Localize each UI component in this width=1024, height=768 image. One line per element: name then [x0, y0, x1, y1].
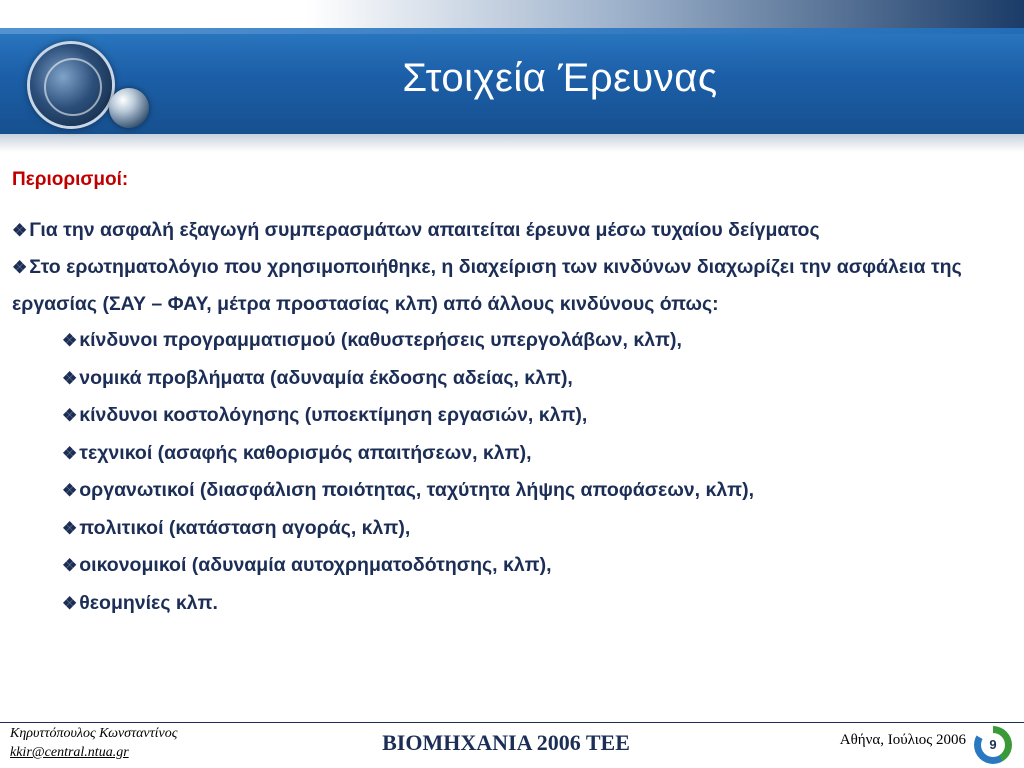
diamond-bullet-icon: ❖	[62, 331, 78, 350]
diamond-bullet-icon: ❖	[62, 443, 78, 463]
globe-orb-icon	[109, 88, 149, 128]
conference-name: ΒΙΟΜΗΧΑΝΙΑ 2006 ΤΕΕ	[382, 730, 630, 755]
sub-item-text: οικονομικοί (αδυναμία αυτοχρηματοδότησης, κλπ),	[79, 554, 552, 576]
diamond-bullet-icon: ❖	[62, 368, 78, 388]
section-heading: Περιορισμοί:	[12, 169, 129, 190]
header-shadow	[0, 134, 1024, 152]
sub-item	[12, 472, 1012, 510]
footer-author-block	[10, 724, 177, 762]
author-name: Κηρυττόπουλος Κωνσταντίνος	[10, 726, 178, 741]
sub-item-text: πολιτικοί (κατάσταση αγοράς, κλπ),	[79, 516, 411, 539]
diamond-bullet-icon: ❖	[62, 406, 78, 425]
sub-item	[12, 547, 1012, 585]
page-number: 9	[981, 733, 1005, 757]
seal-ring	[44, 58, 102, 116]
slide-title: Στοιχεία Έρευνας	[402, 56, 718, 100]
diamond-bullet-icon: ❖	[12, 258, 28, 277]
slide-body	[12, 158, 1012, 622]
sub-item-text: οργανωτικοί (διασφάλιση ποιότητας, ταχύτητα λήψης αποφάσεων, κλπ),	[79, 479, 755, 501]
sub-item	[12, 510, 1012, 548]
sub-item	[12, 360, 1012, 398]
footer-divider	[0, 722, 1024, 723]
sub-item	[12, 585, 1012, 623]
diamond-bullet-icon: ❖	[62, 593, 78, 613]
sub-item-text: τεχνικοί (ασαφής καθορισμός απαιτήσεων, κλπ),	[79, 441, 532, 464]
header-shine	[0, 28, 1024, 34]
sub-item	[12, 435, 1012, 473]
sub-item	[12, 322, 1012, 360]
paragraph-text: Για την ασφαλή εξαγωγή συμπερασμάτων απαιτείται έρευνα μέσω τυχαίου δείγματος	[29, 219, 820, 241]
sub-item-text: κίνδυνοι προγραμματισμού (καθυστερήσεις υπεργολάβων, κλπ),	[79, 329, 682, 351]
top-gradient-bar	[0, 0, 1024, 28]
sub-item-text: νομικά προβλήματα (αδυναμία έκδοσης αδείας, κλπ),	[79, 366, 573, 389]
university-seal-logo	[30, 44, 112, 126]
sub-item-text: θεομηνίες κλπ.	[79, 591, 218, 614]
paragraph-1	[12, 212, 1012, 249]
diamond-bullet-icon: ❖	[62, 556, 78, 575]
diamond-bullet-icon: ❖	[12, 221, 28, 240]
sub-item-text: κίνδυνοι κοστολόγησης (υποεκτίμηση εργασιών, κλπ),	[79, 404, 588, 426]
page-number-badge	[974, 726, 1012, 764]
author-email-link[interactable]: kkir@central.ntua.gr	[10, 745, 129, 760]
paragraph-text: Στο ερωτηματολόγιο που χρησιμοποιήθηκε, η διαχείριση των κινδύνων διαχωρίζει την ασφάλεια της εργασίας (ΣΑΥ – ΦΑΥ, μέτρα προστασίας κλπ) από άλλους κινδύνους όπως:	[12, 256, 962, 315]
paragraph-2	[12, 249, 1012, 322]
diamond-bullet-icon: ❖	[62, 518, 78, 538]
diamond-bullet-icon: ❖	[62, 481, 78, 500]
sub-item	[12, 397, 1012, 435]
footer-date: Αθήνα, Ιούλιος 2006	[839, 732, 966, 748]
